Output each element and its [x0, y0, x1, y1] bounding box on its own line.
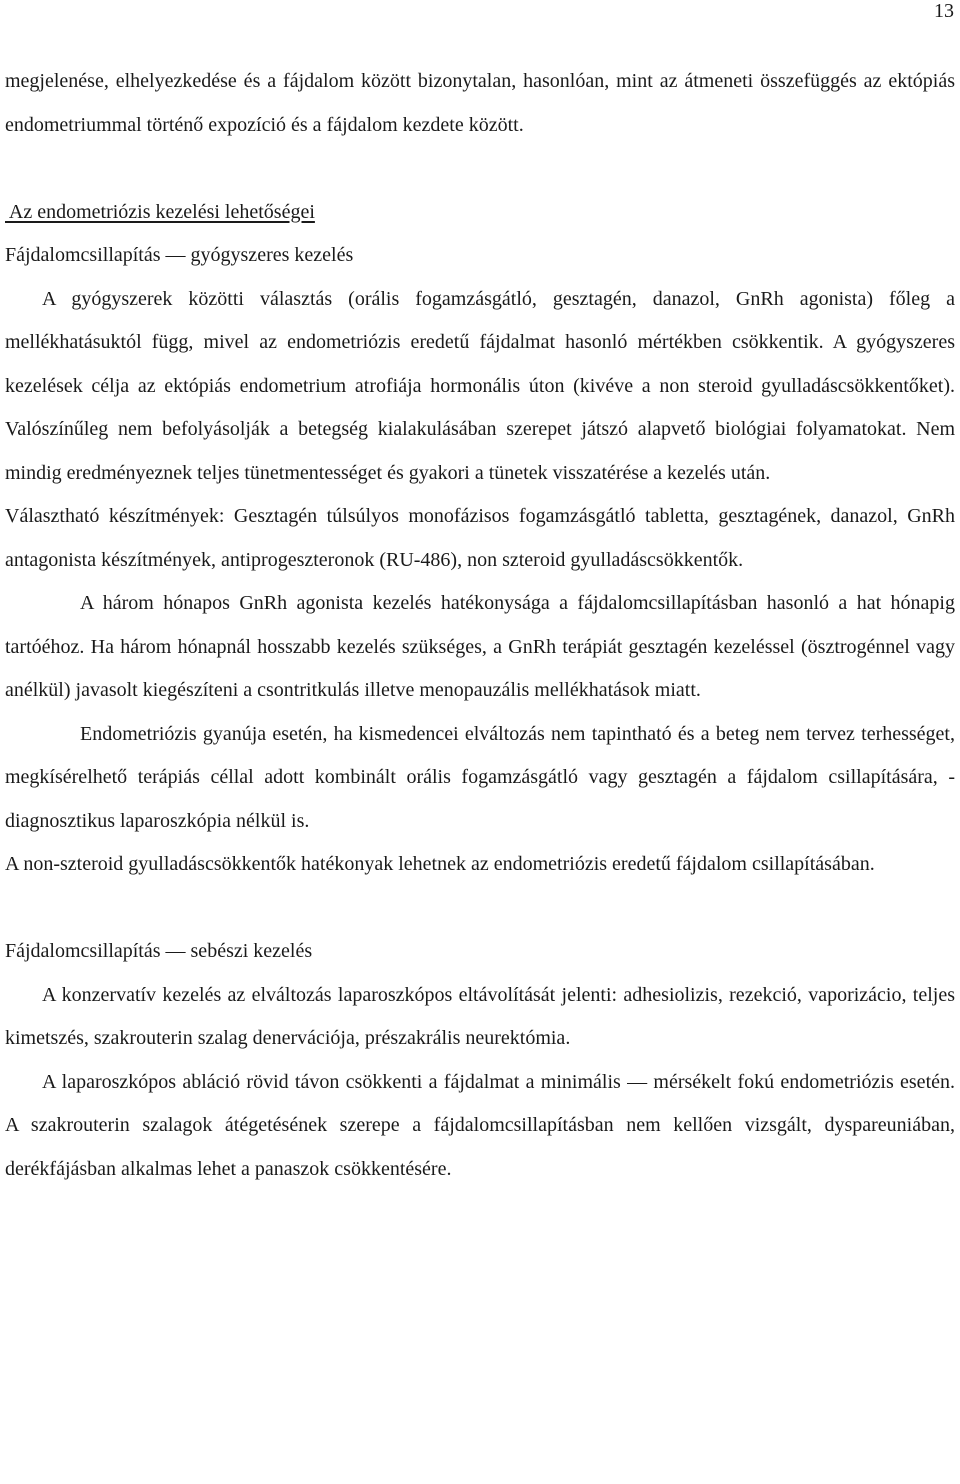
subheading-surgical-treatment: Fájdalomcsillapítás — sebészi kezelés	[5, 940, 313, 962]
section-heading: Az endometriózis kezelési lehetőségei	[5, 200, 315, 223]
spacer	[5, 147, 955, 191]
document-body	[5, 60, 955, 1191]
paragraph-nsaid: A non-szteroid gyulladáscsökkentők hatékonyak lehetnek az endometriózis eredetű fájdalom csillapításában.	[5, 853, 875, 875]
subheading-drug-treatment: Fájdalomcsillapítás — gyógyszeres kezelés	[5, 244, 354, 266]
paragraph-available-drugs: Választható készítmények: Gesztagén túlsúlyos monofázisos fogamzásgátló tabletta, gesztagének, danazol, GnRh antagonista készítmények, antiprogeszteronok (RU-486), non szteroid gyulladáscsökkentők.	[5, 505, 955, 571]
paragraph-laparoscopic-ablation: A laparoszkópos abláció rövid távon csökkenti a fájdalmat a minimális — mérsékelt fokú endometriózis esetén. A szakrouterin szalagok átégetésének szerepe a fájdalomcsillapításban nem kellően vizsgált, dyspareuniában, derékfájásban alkalmas lehet a panaszok csökkentésére.	[5, 1070, 955, 1180]
paragraph-suspected-endometriosis: Endometriózis gyanúja esetén, ha kismedencei elváltozás nem tapintható és a beteg nem tervez terhességet, megkísérelhető terápiás céllal adott kombinált orális fogamzásgátló vagy gesztagén a fájdalom csillapítására, - diagnosztikus laparoszkópia nélkül is.	[5, 722, 955, 832]
paragraph-gnrh-therapy: A három hónapos GnRh agonista kezelés hatékonysága a fájdalomcsillapításban hasonló a hat hónapig tartóéhoz. Ha három hónapnál hosszabb kezelés szükséges, a GnRh terápiát gesztagén kezeléssel (ösztrogénnel vagy anélkül) javasolt kiegészíteni a csontritkulás illetve menopauzális mellékhatások miatt.	[5, 592, 955, 701]
intro-paragraph: megjelenése, elhelyezkedése és a fájdalom között bizonytalan, hasonlóan, mint az átmeneti összefüggés az ektópiás endometriummal történő expozíció és a fájdalom kezdete között.	[5, 70, 955, 136]
paragraph-drug-choice: A gyógyszerek közötti választás (orális fogamzásgátló, gesztagén, danazol, GnRh agonista) főleg a mellékhatásuktól függ, mivel az endometriózis eredetű fájdalmat hasonló mértékben csökkentik. A gyógyszeres kezelések célja az ektópiás endometrium atrofiája hormonális úton (kivéve a non steroid gyulladáscsökkentőket). Valószínűleg nem befolyásolják a betegség kialakulásában szerepet játszó alapvető biológiai folyamatokat. Nem mindig eredményeznek teljes tünetmentességet és gyakori a tünetek visszatérése a kezelés után.	[5, 287, 955, 484]
spacer	[5, 887, 955, 931]
paragraph-conservative-surgery: A konzervatív kezelés az elváltozás laparoszkópos eltávolítását jelenti: adhesiolizis, rezekció, vaporizácio, teljes kimetszés, szakrouterin szalag denervációja, prészakrális neurektómia.	[5, 983, 955, 1049]
page-number: 13	[934, 0, 954, 22]
